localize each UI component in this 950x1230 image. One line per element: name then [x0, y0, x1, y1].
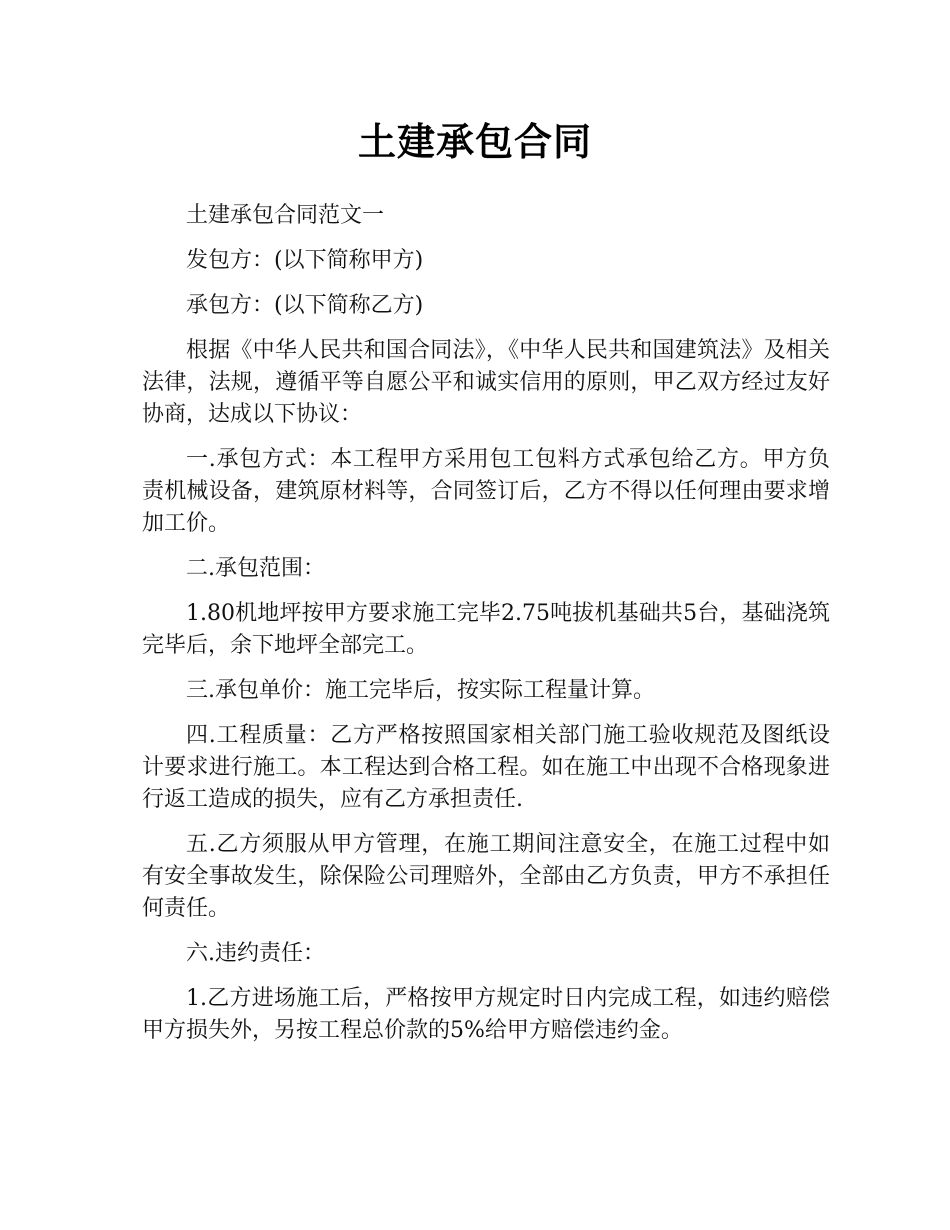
document-body [142, 200, 830, 1060]
paragraph-unit-price: 三.承包单价：施工完毕后，按实际工程量计算。 [186, 678, 655, 703]
paragraph-liability-item-1: 1.乙方进场施工后，严格按甲方规定时日内完成工程，如违约赔偿甲方损失外，另按工程总价款的5%给甲方赔偿违约金。 [142, 986, 830, 1043]
paragraph-quality: 四.工程质量：乙方严格按照国家相关部门施工验收规范及图纸设计要求进行施工。本工程达到合格工程。如在施工中出现不合格现象进行返工造成的损失，应有乙方承担责任. [142, 723, 830, 812]
paragraph-safety: 五.乙方须服从甲方管理，在施工期间注意安全，在施工过程中如有安全事故发生，除保险公司理赔外，全部由乙方负责，甲方不承担任何责任。 [142, 832, 830, 921]
paragraph-contract-method: 一.承包方式：本工程甲方采用包工包料方式承包给乙方。甲方负责机械设备，建筑原材料等，合同签订后，乙方不得以任何理由要求增加工价。 [142, 447, 830, 536]
paragraph-scope-heading: 二.承包范围： [186, 556, 325, 581]
document-title: 土建承包合同 [357, 120, 592, 164]
paragraph-liability-heading: 六.违约责任： [186, 941, 325, 966]
paragraph-subtitle: 土建承包合同范文一 [186, 203, 385, 228]
paragraph-party-a: 发包方：(以下简称甲方) [186, 248, 424, 273]
paragraph-preamble: 根据《中华人民共和国合同法》，《中华人民共和国建筑法》及相关法律，法规，遵循平等自愿公平和诚实信用的原则，甲乙双方经过友好协商，达成以下协议： [142, 338, 830, 427]
paragraph-scope-item-1: 1.80机地坪按甲方要求施工完毕2.75吨拔机基础共5台，基础浇筑完毕后，余下地坪全部完工。 [142, 601, 830, 658]
paragraph-party-b: 承包方：(以下简称乙方) [186, 293, 424, 318]
